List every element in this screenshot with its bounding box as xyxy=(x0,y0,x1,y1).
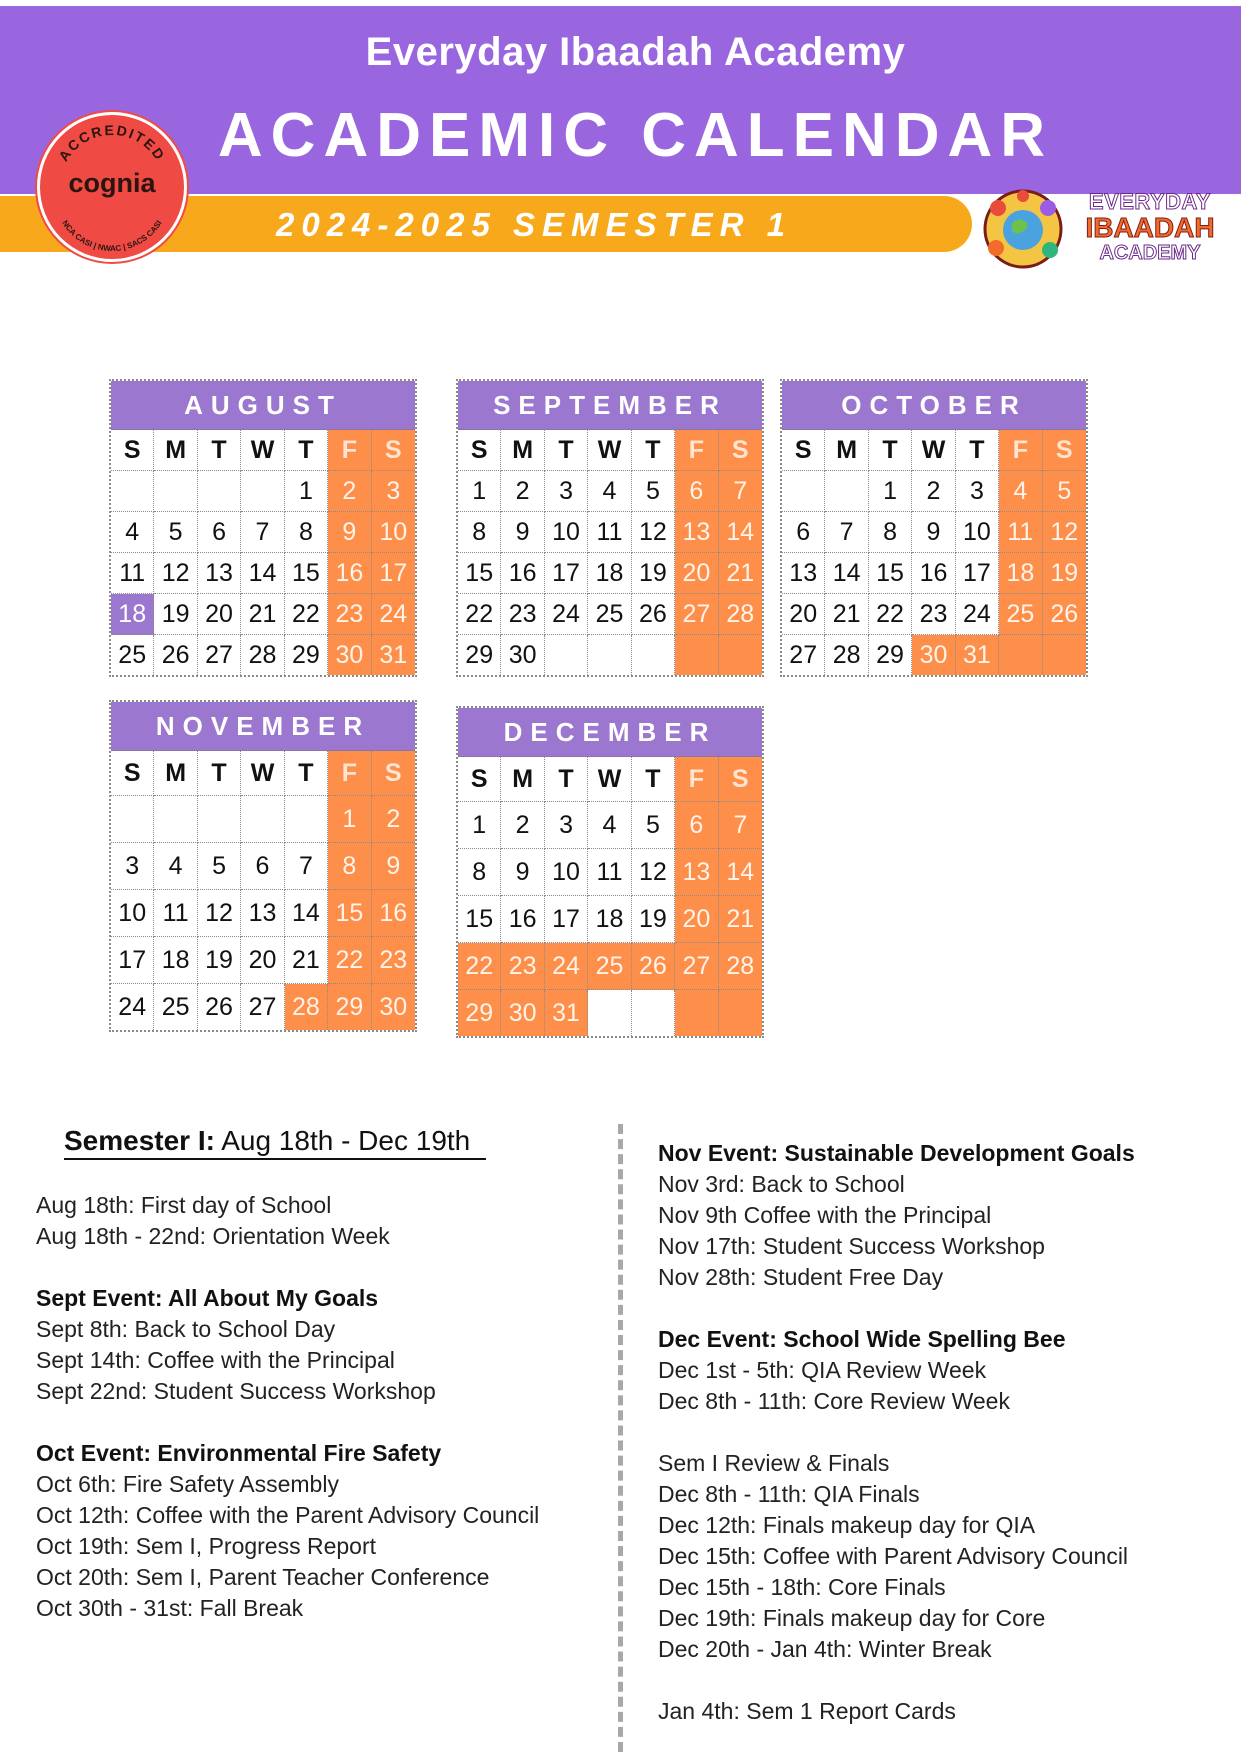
weekday-header: F xyxy=(328,751,371,796)
day-cell: 4 xyxy=(588,471,631,512)
day-cell: 16 xyxy=(501,896,544,943)
event-item: Sept 22nd: Student Success Workshop xyxy=(36,1378,436,1404)
day-cell: 8 xyxy=(328,843,371,890)
day-cell: 19 xyxy=(198,937,241,984)
event-item: Oct 20th: Sem I, Parent Teacher Conference xyxy=(36,1564,490,1590)
month-calendar-october xyxy=(780,379,1088,677)
day-cell: 24 xyxy=(545,594,588,635)
day-cell: 10 xyxy=(545,849,588,896)
day-cell: 17 xyxy=(545,896,588,943)
day-cell: 5 xyxy=(154,512,197,553)
event-item: Jan 4th: Sem 1 Report Cards xyxy=(658,1698,956,1724)
day-cell: 6 xyxy=(675,471,718,512)
day-cell: 13 xyxy=(675,512,718,553)
day-cell: 26 xyxy=(1043,594,1086,635)
empty-day-cell xyxy=(719,635,762,675)
logo-line-1: EVERYDAY xyxy=(1088,189,1212,214)
weekday-header: W xyxy=(588,430,631,471)
day-cell: 26 xyxy=(198,984,241,1030)
event-spacer xyxy=(658,1665,1218,1696)
empty-day-cell xyxy=(545,635,588,675)
day-cell: 17 xyxy=(372,553,415,594)
day-cell: 23 xyxy=(501,943,544,990)
day-cell: 28 xyxy=(719,594,762,635)
children-globe-icon xyxy=(980,186,1066,272)
event-item: Sept 8th: Back to School Day xyxy=(36,1316,336,1342)
weekday-header: F xyxy=(999,430,1042,471)
empty-day-cell xyxy=(241,796,284,843)
event-item: Nov 3rd: Back to School xyxy=(658,1171,905,1197)
day-cell: 27 xyxy=(675,594,718,635)
day-cell: 27 xyxy=(241,984,284,1030)
semester-label: 2024-2025 SEMESTER 1 xyxy=(276,206,793,243)
month-grid xyxy=(111,430,415,675)
day-cell: 25 xyxy=(588,943,631,990)
month-calendar-november xyxy=(109,700,417,1032)
weekday-header: T xyxy=(198,751,241,796)
weekday-header: T xyxy=(198,430,241,471)
page-title: ACADEMIC CALENDAR xyxy=(217,101,1054,170)
day-cell: 10 xyxy=(111,890,154,937)
event-item: Aug 18th - 22nd: Orientation Week xyxy=(36,1223,390,1249)
day-cell: 23 xyxy=(328,594,371,635)
day-cell: 6 xyxy=(198,512,241,553)
empty-day-cell xyxy=(198,471,241,512)
day-cell: 19 xyxy=(632,553,675,594)
day-cell: 11 xyxy=(588,849,631,896)
day-cell: 2 xyxy=(912,471,955,512)
empty-day-cell xyxy=(999,635,1042,675)
day-cell: 15 xyxy=(869,553,912,594)
day-cell: 1 xyxy=(285,471,328,512)
empty-day-cell xyxy=(588,635,631,675)
day-cell: 9 xyxy=(501,849,544,896)
day-cell: 30 xyxy=(328,635,371,675)
cognia-accreditation-seal xyxy=(37,112,187,262)
day-cell: 13 xyxy=(675,849,718,896)
event-item: Sem I Review & Finals xyxy=(658,1450,890,1476)
day-cell: 3 xyxy=(545,802,588,849)
weekday-header: W xyxy=(912,430,955,471)
day-cell: 28 xyxy=(825,635,868,675)
day-cell: 14 xyxy=(719,849,762,896)
day-cell: 9 xyxy=(328,512,371,553)
day-cell: 14 xyxy=(241,553,284,594)
day-cell: 6 xyxy=(675,802,718,849)
day-cell: 16 xyxy=(328,553,371,594)
event-heading: Sept Event: All About My Goals xyxy=(36,1285,379,1311)
empty-day-cell xyxy=(588,990,631,1036)
empty-day-cell xyxy=(198,796,241,843)
day-cell: 8 xyxy=(285,512,328,553)
weekday-header: S xyxy=(1043,430,1086,471)
day-cell: 20 xyxy=(241,937,284,984)
day-cell: 11 xyxy=(154,890,197,937)
event-item: Dec 15th: Coffee with Parent Advisory Council xyxy=(658,1543,1129,1569)
day-cell: 23 xyxy=(501,594,544,635)
events-list-left xyxy=(36,1190,596,1624)
day-cell: 30 xyxy=(501,990,544,1036)
weekday-header: M xyxy=(501,430,544,471)
month-title: DECEMBER xyxy=(458,708,762,757)
semester-dates-heading xyxy=(64,1124,486,1160)
day-cell: 11 xyxy=(588,512,631,553)
month-calendar-august xyxy=(109,379,417,677)
day-cell: 24 xyxy=(545,943,588,990)
event-spacer xyxy=(36,1407,596,1438)
day-cell: 1 xyxy=(458,802,501,849)
day-cell: 25 xyxy=(154,984,197,1030)
empty-day-cell xyxy=(719,990,762,1036)
weekday-header: W xyxy=(241,430,284,471)
day-cell: 22 xyxy=(458,943,501,990)
day-cell: 13 xyxy=(782,553,825,594)
day-cell: 30 xyxy=(372,984,415,1030)
empty-day-cell xyxy=(1043,635,1086,675)
weekday-header: T xyxy=(545,757,588,802)
day-cell: 15 xyxy=(328,890,371,937)
empty-day-cell xyxy=(782,471,825,512)
month-grid xyxy=(458,757,762,1036)
event-item: Oct 19th: Sem I, Progress Report xyxy=(36,1533,377,1559)
month-title: SEPTEMBER xyxy=(458,381,762,430)
weekday-header: F xyxy=(328,430,371,471)
event-item: Oct 30th - 31st: Fall Break xyxy=(36,1595,304,1621)
day-cell: 22 xyxy=(285,594,328,635)
day-cell: 12 xyxy=(1043,512,1086,553)
day-cell: 28 xyxy=(241,635,284,675)
empty-day-cell xyxy=(111,796,154,843)
weekday-header: S xyxy=(372,430,415,471)
event-spacer xyxy=(36,1252,596,1283)
day-cell: 14 xyxy=(719,512,762,553)
day-cell: 28 xyxy=(719,943,762,990)
day-cell: 19 xyxy=(632,896,675,943)
event-item: Aug 18th: First day of School xyxy=(36,1192,332,1218)
weekday-header: T xyxy=(285,751,328,796)
day-cell: 30 xyxy=(501,635,544,675)
empty-day-cell xyxy=(675,635,718,675)
events-list-right xyxy=(658,1138,1218,1727)
day-cell: 23 xyxy=(372,937,415,984)
day-cell: 3 xyxy=(372,471,415,512)
day-cell: 10 xyxy=(956,512,999,553)
day-cell: 29 xyxy=(328,984,371,1030)
day-cell: 5 xyxy=(1043,471,1086,512)
day-cell: 4 xyxy=(154,843,197,890)
event-item: Dec 20th - Jan 4th: Winter Break xyxy=(658,1636,992,1662)
weekday-header: W xyxy=(588,757,631,802)
column-divider xyxy=(618,1124,623,1752)
day-cell: 25 xyxy=(588,594,631,635)
empty-day-cell xyxy=(632,990,675,1036)
event-item: Dec 8th - 11th: QIA Finals xyxy=(658,1481,920,1507)
day-cell: 17 xyxy=(111,937,154,984)
day-cell: 20 xyxy=(675,553,718,594)
day-cell: 17 xyxy=(956,553,999,594)
semester-heading-label: Semester I: xyxy=(64,1125,215,1156)
day-cell: 1 xyxy=(328,796,371,843)
event-item: Nov 9th Coffee with the Principal xyxy=(658,1202,992,1228)
month-title: NOVEMBER xyxy=(111,702,415,751)
day-cell: 3 xyxy=(956,471,999,512)
event-item: Nov 17th: Student Success Workshop xyxy=(658,1233,1045,1259)
day-cell: 27 xyxy=(198,635,241,675)
semester-heading-dates: Aug 18th - Dec 19th xyxy=(214,1125,471,1156)
day-cell: 28 xyxy=(285,984,328,1030)
day-cell: 19 xyxy=(1043,553,1086,594)
month-grid xyxy=(782,430,1086,675)
day-cell: 7 xyxy=(719,802,762,849)
day-cell: 8 xyxy=(869,512,912,553)
event-spacer xyxy=(658,1293,1218,1324)
weekday-header: S xyxy=(782,430,825,471)
weekday-header: T xyxy=(632,757,675,802)
weekday-header: M xyxy=(825,430,868,471)
day-cell: 1 xyxy=(458,471,501,512)
day-cell: 9 xyxy=(501,512,544,553)
day-cell: 24 xyxy=(956,594,999,635)
academy-logo-text xyxy=(1070,190,1230,264)
empty-day-cell xyxy=(285,796,328,843)
day-cell: 13 xyxy=(198,553,241,594)
day-cell: 13 xyxy=(241,890,284,937)
day-cell: 11 xyxy=(111,553,154,594)
event-heading: Oct Event: Environmental Fire Safety xyxy=(36,1440,442,1466)
day-cell: 24 xyxy=(111,984,154,1030)
day-cell: 30 xyxy=(912,635,955,675)
day-cell: 2 xyxy=(501,471,544,512)
weekday-header: S xyxy=(719,430,762,471)
day-cell: 1 xyxy=(869,471,912,512)
day-cell: 21 xyxy=(719,553,762,594)
day-cell: 6 xyxy=(241,843,284,890)
day-cell: 21 xyxy=(241,594,284,635)
day-cell: 7 xyxy=(825,512,868,553)
day-cell: 3 xyxy=(545,471,588,512)
event-item: Dec 19th: Finals makeup day for Core xyxy=(658,1605,1046,1631)
event-item: Dec 15th - 18th: Core Finals xyxy=(658,1574,946,1600)
weekday-header: S xyxy=(111,430,154,471)
weekday-header: T xyxy=(632,430,675,471)
day-cell: 17 xyxy=(545,553,588,594)
weekday-header: T xyxy=(285,430,328,471)
month-grid xyxy=(111,751,415,1030)
day-cell: 16 xyxy=(372,890,415,937)
empty-day-cell xyxy=(675,990,718,1036)
day-cell: 21 xyxy=(719,896,762,943)
svg-text:ACCREDITED xyxy=(55,122,169,164)
event-spacer xyxy=(658,1417,1218,1448)
day-cell: 3 xyxy=(111,843,154,890)
empty-day-cell xyxy=(154,796,197,843)
day-cell: 14 xyxy=(285,890,328,937)
day-cell: 23 xyxy=(912,594,955,635)
day-cell: 20 xyxy=(198,594,241,635)
event-item: Oct 12th: Coffee with the Parent Advisory Council xyxy=(36,1502,540,1528)
weekday-header: F xyxy=(675,430,718,471)
day-cell: 29 xyxy=(869,635,912,675)
weekday-header: M xyxy=(154,751,197,796)
weekday-header: T xyxy=(956,430,999,471)
day-cell: 7 xyxy=(719,471,762,512)
day-cell: 19 xyxy=(154,594,197,635)
day-cell: 8 xyxy=(458,849,501,896)
day-cell: 31 xyxy=(956,635,999,675)
logo-line-2: IBAADAH xyxy=(1085,212,1215,243)
day-cell: 18 xyxy=(111,594,154,635)
weekday-header: S xyxy=(719,757,762,802)
day-cell: 12 xyxy=(154,553,197,594)
day-cell: 24 xyxy=(372,594,415,635)
day-cell: 6 xyxy=(782,512,825,553)
month-calendar-december xyxy=(456,706,764,1038)
month-title: OCTOBER xyxy=(782,381,1086,430)
day-cell: 22 xyxy=(458,594,501,635)
day-cell: 16 xyxy=(912,553,955,594)
day-cell: 21 xyxy=(285,937,328,984)
day-cell: 22 xyxy=(869,594,912,635)
day-cell: 5 xyxy=(632,471,675,512)
day-cell: 25 xyxy=(111,635,154,675)
day-cell: 29 xyxy=(458,635,501,675)
weekday-header: F xyxy=(675,757,718,802)
day-cell: 2 xyxy=(372,796,415,843)
day-cell: 10 xyxy=(545,512,588,553)
month-calendar-september xyxy=(456,379,764,677)
day-cell: 14 xyxy=(825,553,868,594)
day-cell: 12 xyxy=(198,890,241,937)
day-cell: 15 xyxy=(458,896,501,943)
day-cell: 27 xyxy=(675,943,718,990)
day-cell: 26 xyxy=(632,943,675,990)
event-item: Sept 14th: Coffee with the Principal xyxy=(36,1347,395,1373)
day-cell: 22 xyxy=(328,937,371,984)
day-cell: 10 xyxy=(372,512,415,553)
event-item: Nov 28th: Student Free Day xyxy=(658,1264,944,1290)
empty-day-cell xyxy=(825,471,868,512)
month-grid xyxy=(458,430,762,675)
academy-logo xyxy=(980,180,1230,276)
empty-day-cell xyxy=(111,471,154,512)
day-cell: 16 xyxy=(501,553,544,594)
day-cell: 27 xyxy=(782,635,825,675)
day-cell: 29 xyxy=(458,990,501,1036)
day-cell: 18 xyxy=(588,896,631,943)
day-cell: 9 xyxy=(912,512,955,553)
day-cell: 20 xyxy=(675,896,718,943)
day-cell: 26 xyxy=(632,594,675,635)
day-cell: 31 xyxy=(545,990,588,1036)
event-heading: Dec Event: School Wide Spelling Bee xyxy=(658,1326,1066,1352)
weekday-header: S xyxy=(111,751,154,796)
day-cell: 29 xyxy=(285,635,328,675)
weekday-header: M xyxy=(154,430,197,471)
event-item: Dec 8th - 11th: Core Review Week xyxy=(658,1388,1010,1414)
day-cell: 18 xyxy=(588,553,631,594)
day-cell: 4 xyxy=(999,471,1042,512)
day-cell: 5 xyxy=(632,802,675,849)
day-cell: 18 xyxy=(154,937,197,984)
svg-text:NCA CASI | NWAC | SACS CASI xyxy=(60,219,163,253)
seal-top-text: ACCREDITED xyxy=(55,121,169,164)
weekday-header: W xyxy=(241,751,284,796)
event-item: Dec 12th: Finals makeup day for QIA xyxy=(658,1512,1036,1538)
seal-bottom-text: NCA CASI | NWAC | SACS CASI xyxy=(60,218,164,254)
seal-word: cognia xyxy=(68,168,156,198)
weekday-header: S xyxy=(458,757,501,802)
day-cell: 7 xyxy=(285,843,328,890)
day-cell: 11 xyxy=(999,512,1042,553)
day-cell: 8 xyxy=(458,512,501,553)
day-cell: 2 xyxy=(328,471,371,512)
day-cell: 5 xyxy=(198,843,241,890)
day-cell: 9 xyxy=(372,843,415,890)
day-cell: 4 xyxy=(588,802,631,849)
event-heading: Nov Event: Sustainable Development Goals xyxy=(658,1140,1135,1166)
school-name: Everyday Ibaadah Academy xyxy=(365,30,906,74)
logo-line-3: ACADEMY xyxy=(1099,242,1201,264)
day-cell: 25 xyxy=(999,594,1042,635)
weekday-header: S xyxy=(458,430,501,471)
day-cell: 12 xyxy=(632,849,675,896)
day-cell: 18 xyxy=(999,553,1042,594)
day-cell: 26 xyxy=(154,635,197,675)
weekday-header: M xyxy=(501,757,544,802)
weekday-header: T xyxy=(869,430,912,471)
event-item: Dec 1st - 5th: QIA Review Week xyxy=(658,1357,987,1383)
day-cell: 12 xyxy=(632,512,675,553)
day-cell: 7 xyxy=(241,512,284,553)
day-cell: 31 xyxy=(372,635,415,675)
day-cell: 15 xyxy=(285,553,328,594)
day-cell: 2 xyxy=(501,802,544,849)
weekday-header: S xyxy=(372,751,415,796)
day-cell: 15 xyxy=(458,553,501,594)
month-title: AUGUST xyxy=(111,381,415,430)
day-cell: 21 xyxy=(825,594,868,635)
weekday-header: T xyxy=(545,430,588,471)
event-item: Oct 6th: Fire Safety Assembly xyxy=(36,1471,339,1497)
empty-day-cell xyxy=(241,471,284,512)
empty-day-cell xyxy=(632,635,675,675)
day-cell: 4 xyxy=(111,512,154,553)
day-cell: 20 xyxy=(782,594,825,635)
empty-day-cell xyxy=(154,471,197,512)
